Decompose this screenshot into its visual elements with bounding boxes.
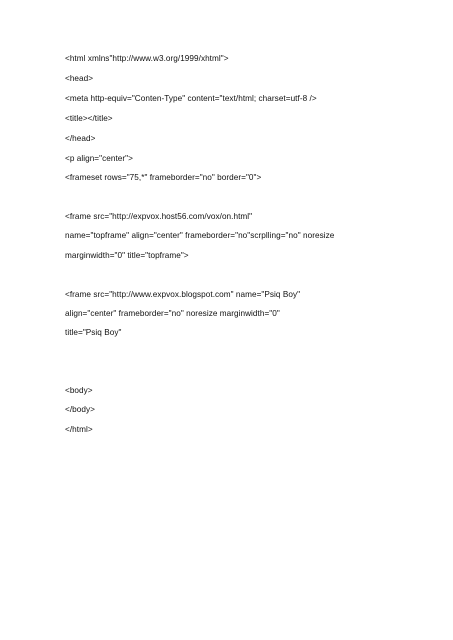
- text-line-16: </html>: [65, 425, 93, 434]
- text-line-4: <title></title>: [65, 114, 113, 123]
- text-line-5: </head>: [65, 134, 96, 143]
- text-line-2: <head>: [65, 74, 94, 83]
- text-line-14: <body>: [65, 386, 93, 395]
- text-line-8: <frame src="http://expvox.host56.com/vox/on.html": [65, 212, 253, 221]
- text-line-11: <frame src="http://www.expvox.blogspot.com" name="Psiq Boy": [65, 290, 301, 299]
- text-line-1: <html xmlns"http://www.w3.org/1999/xhtml">: [65, 54, 229, 63]
- text-line-9: name="topframe" align="center" frameborder="no"scrplling="no" noresize: [65, 231, 335, 240]
- text-line-13: title="Psiq Boy": [65, 328, 122, 337]
- text-line-3: <meta http-equiv="Conten-Type" content="text/html; charset=utf-8 />: [65, 94, 317, 103]
- text-line-12: align="center" frameborder="no" noresize marginwidth="0": [65, 309, 280, 318]
- text-line-7: <frameset rows="75,*" frameborder="no" border="0">: [65, 173, 262, 182]
- text-line-6: <p align="center">: [65, 154, 133, 163]
- text-line-15: </body>: [65, 405, 95, 414]
- text-line-10: marginwidth="0" title="topframe">: [65, 251, 189, 260]
